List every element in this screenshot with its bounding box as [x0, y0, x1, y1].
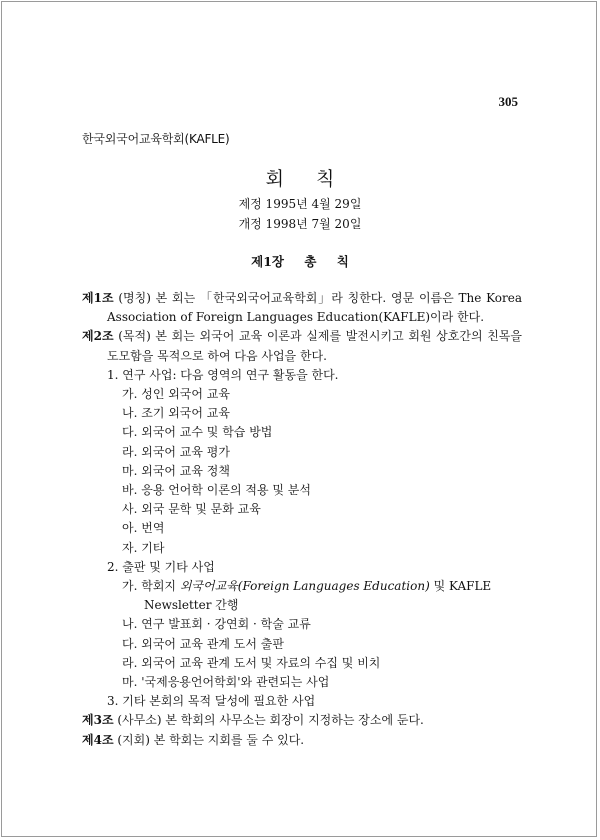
journal-suffix: 및 KAFLE Newsletter 간행: [144, 579, 492, 613]
article-text: (명칭) 본 회는 「한국외국어교육학회」라 칭한다. 영문 이름은 The Korea Association of Foreign Languages Education(KAFLE)이라 한다.: [107, 291, 522, 325]
enacted-date: 제정 1995년 4월 29일: [238, 197, 362, 211]
chapter-heading: 제1장 총 칙: [251, 254, 349, 269]
journal-prefix: 가. 학회지: [122, 579, 180, 594]
article-number: 제2조: [82, 329, 114, 344]
list-item-journal: [122, 577, 522, 615]
article-text: (지회) 본 학회는 지회를 둘 수 있다.: [113, 732, 305, 747]
list-item: 3. 기타 본회의 목적 달성에 필요한 사업: [107, 694, 316, 709]
list-item: 사. 외국 문학 및 문화 교육: [122, 502, 261, 517]
list-item: 마. 외국어 교육 정책: [122, 463, 230, 478]
list-item: 자. 기타: [122, 540, 165, 555]
revised-date: 개정 1998년 7월 20일: [238, 217, 362, 231]
article-text: (사무소) 본 학회의 사무소는 회장이 지정하는 장소에 둔다.: [113, 713, 424, 728]
article-4: [82, 731, 522, 750]
article-2: [82, 327, 522, 365]
list-item: 다. 외국어 교육 관계 도서 출판: [122, 636, 284, 651]
article-number: 제1조: [82, 291, 114, 305]
list-item: 아. 번역: [122, 521, 165, 536]
list-item: 2. 출판 및 기타 사업: [107, 559, 215, 574]
list-item: 라. 외국어 교육 평가: [122, 444, 230, 459]
list-item: 가. 성인 외국어 교육: [122, 387, 230, 402]
document-title: 회 칙: [265, 168, 335, 190]
page-number: 305: [498, 94, 518, 109]
article-1: [82, 289, 522, 327]
article-3: [82, 711, 522, 730]
list-item: 나. 조기 외국어 교육: [122, 406, 230, 421]
journal-title: 외국어교육(Foreign Languages Education): [179, 579, 430, 594]
list-item: 나. 연구 발표회 · 강연회 · 학술 교류: [122, 617, 311, 632]
list-item: 다. 외국어 교수 및 학습 방법: [122, 425, 273, 440]
list-item: 마. '국제응용언어학회'와 관련되는 사업: [122, 675, 330, 690]
article-number: 제3조: [82, 713, 114, 728]
society-name: 한국외국어교육학회(KAFLE): [82, 132, 230, 146]
list-item: 1. 연구 사업: 다음 영역의 연구 활동을 한다.: [107, 367, 339, 382]
date-block: [0, 194, 600, 234]
list-item: 라. 외국어 교육 관계 도서 및 자료의 수집 및 비치: [122, 655, 381, 670]
articles-body: [82, 289, 522, 750]
article-text: (목적) 본 회는 외국어 교육 이론과 실제를 발전시키고 회원 상호간의 친목을 도모함을 목적으로 하여 다음 사업을 한다.: [107, 329, 522, 363]
list-item: 바. 응용 언어학 이론의 적용 및 분석: [122, 483, 311, 498]
article-number: 제4조: [82, 732, 114, 747]
